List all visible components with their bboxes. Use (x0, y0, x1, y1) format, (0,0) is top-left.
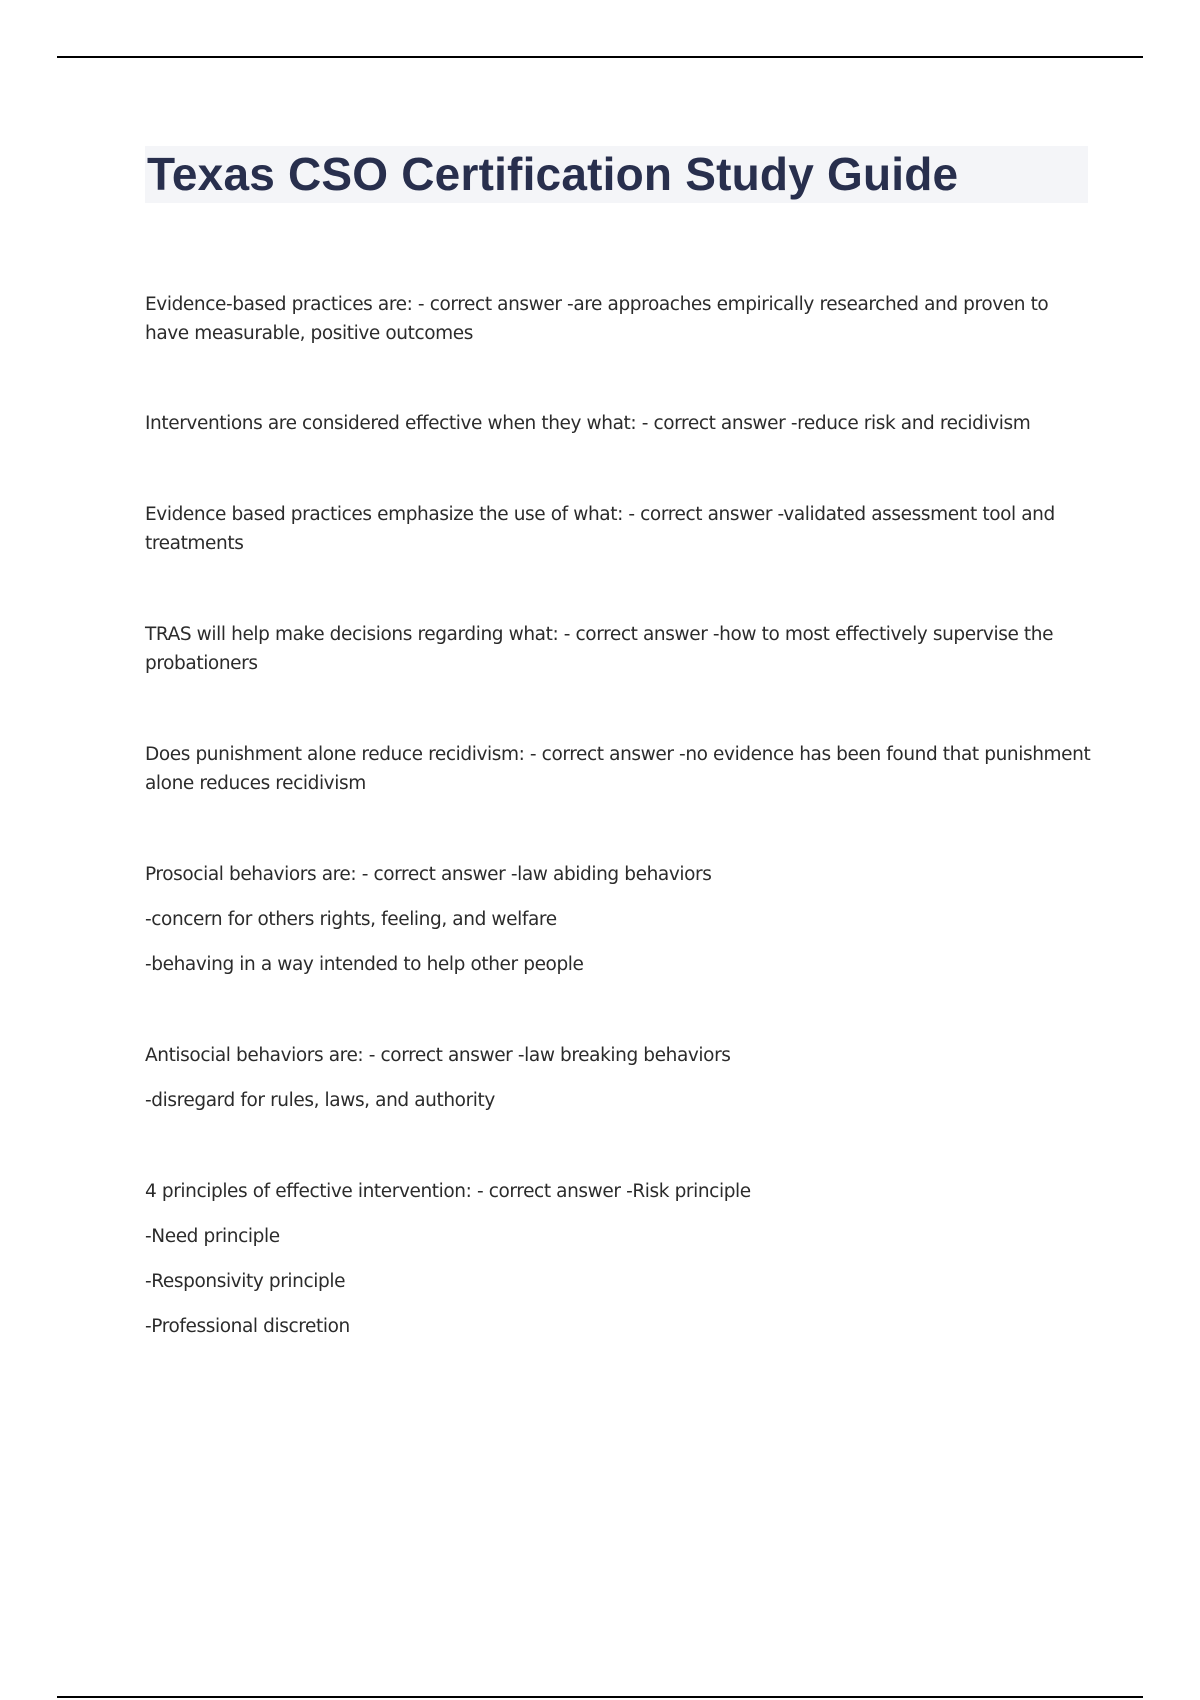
qa-text: Does punishment alone reduce recidivism: - correct answer -no evidence has been found that punishment alone reduces recidivism (145, 744, 1091, 794)
title-banner (145, 146, 1088, 203)
qa-item (145, 409, 1095, 438)
qa-item (145, 620, 1095, 678)
qa-item (145, 1177, 1095, 1341)
qa-extra-line: -Need principle (145, 1226, 280, 1247)
qa-list (145, 290, 1095, 1341)
qa-text: Evidence-based practices are: - correct answer -are approaches empirically researched and proven to have measurable, positive outcomes (145, 294, 1049, 344)
qa-text: Interventions are considered effective when they what: - correct answer -reduce risk and recidivism (145, 413, 1031, 434)
qa-item (145, 1041, 1095, 1115)
qa-extra-line: -concern for others rights, feeling, and welfare (145, 909, 557, 930)
qa-text: TRAS will help make decisions regarding what: - correct answer -how to most effectively supervise the probationers (145, 624, 1054, 674)
qa-extra-line: -Professional discretion (145, 1316, 350, 1337)
document-title: Texas CSO Certification Study Guide (147, 148, 959, 200)
bottom-rule (57, 1696, 1143, 1698)
qa-extra-line: -Responsivity principle (145, 1271, 346, 1292)
qa-item (145, 290, 1095, 348)
qa-item (145, 500, 1095, 558)
qa-text: Prosocial behaviors are: - correct answer -law abiding behaviors (145, 864, 712, 885)
qa-extra-line: -disregard for rules, laws, and authority (145, 1090, 495, 1111)
qa-text: Evidence based practices emphasize the use of what: - correct answer -validated assessment tool and treatments (145, 504, 1055, 554)
qa-extra-line: -behaving in a way intended to help other people (145, 954, 584, 975)
top-rule (57, 56, 1143, 58)
qa-item (145, 740, 1095, 798)
qa-text: 4 principles of effective intervention: - correct answer -Risk principle (145, 1181, 751, 1202)
qa-text: Antisocial behaviors are: - correct answer -law breaking behaviors (145, 1045, 731, 1066)
qa-item (145, 860, 1095, 979)
